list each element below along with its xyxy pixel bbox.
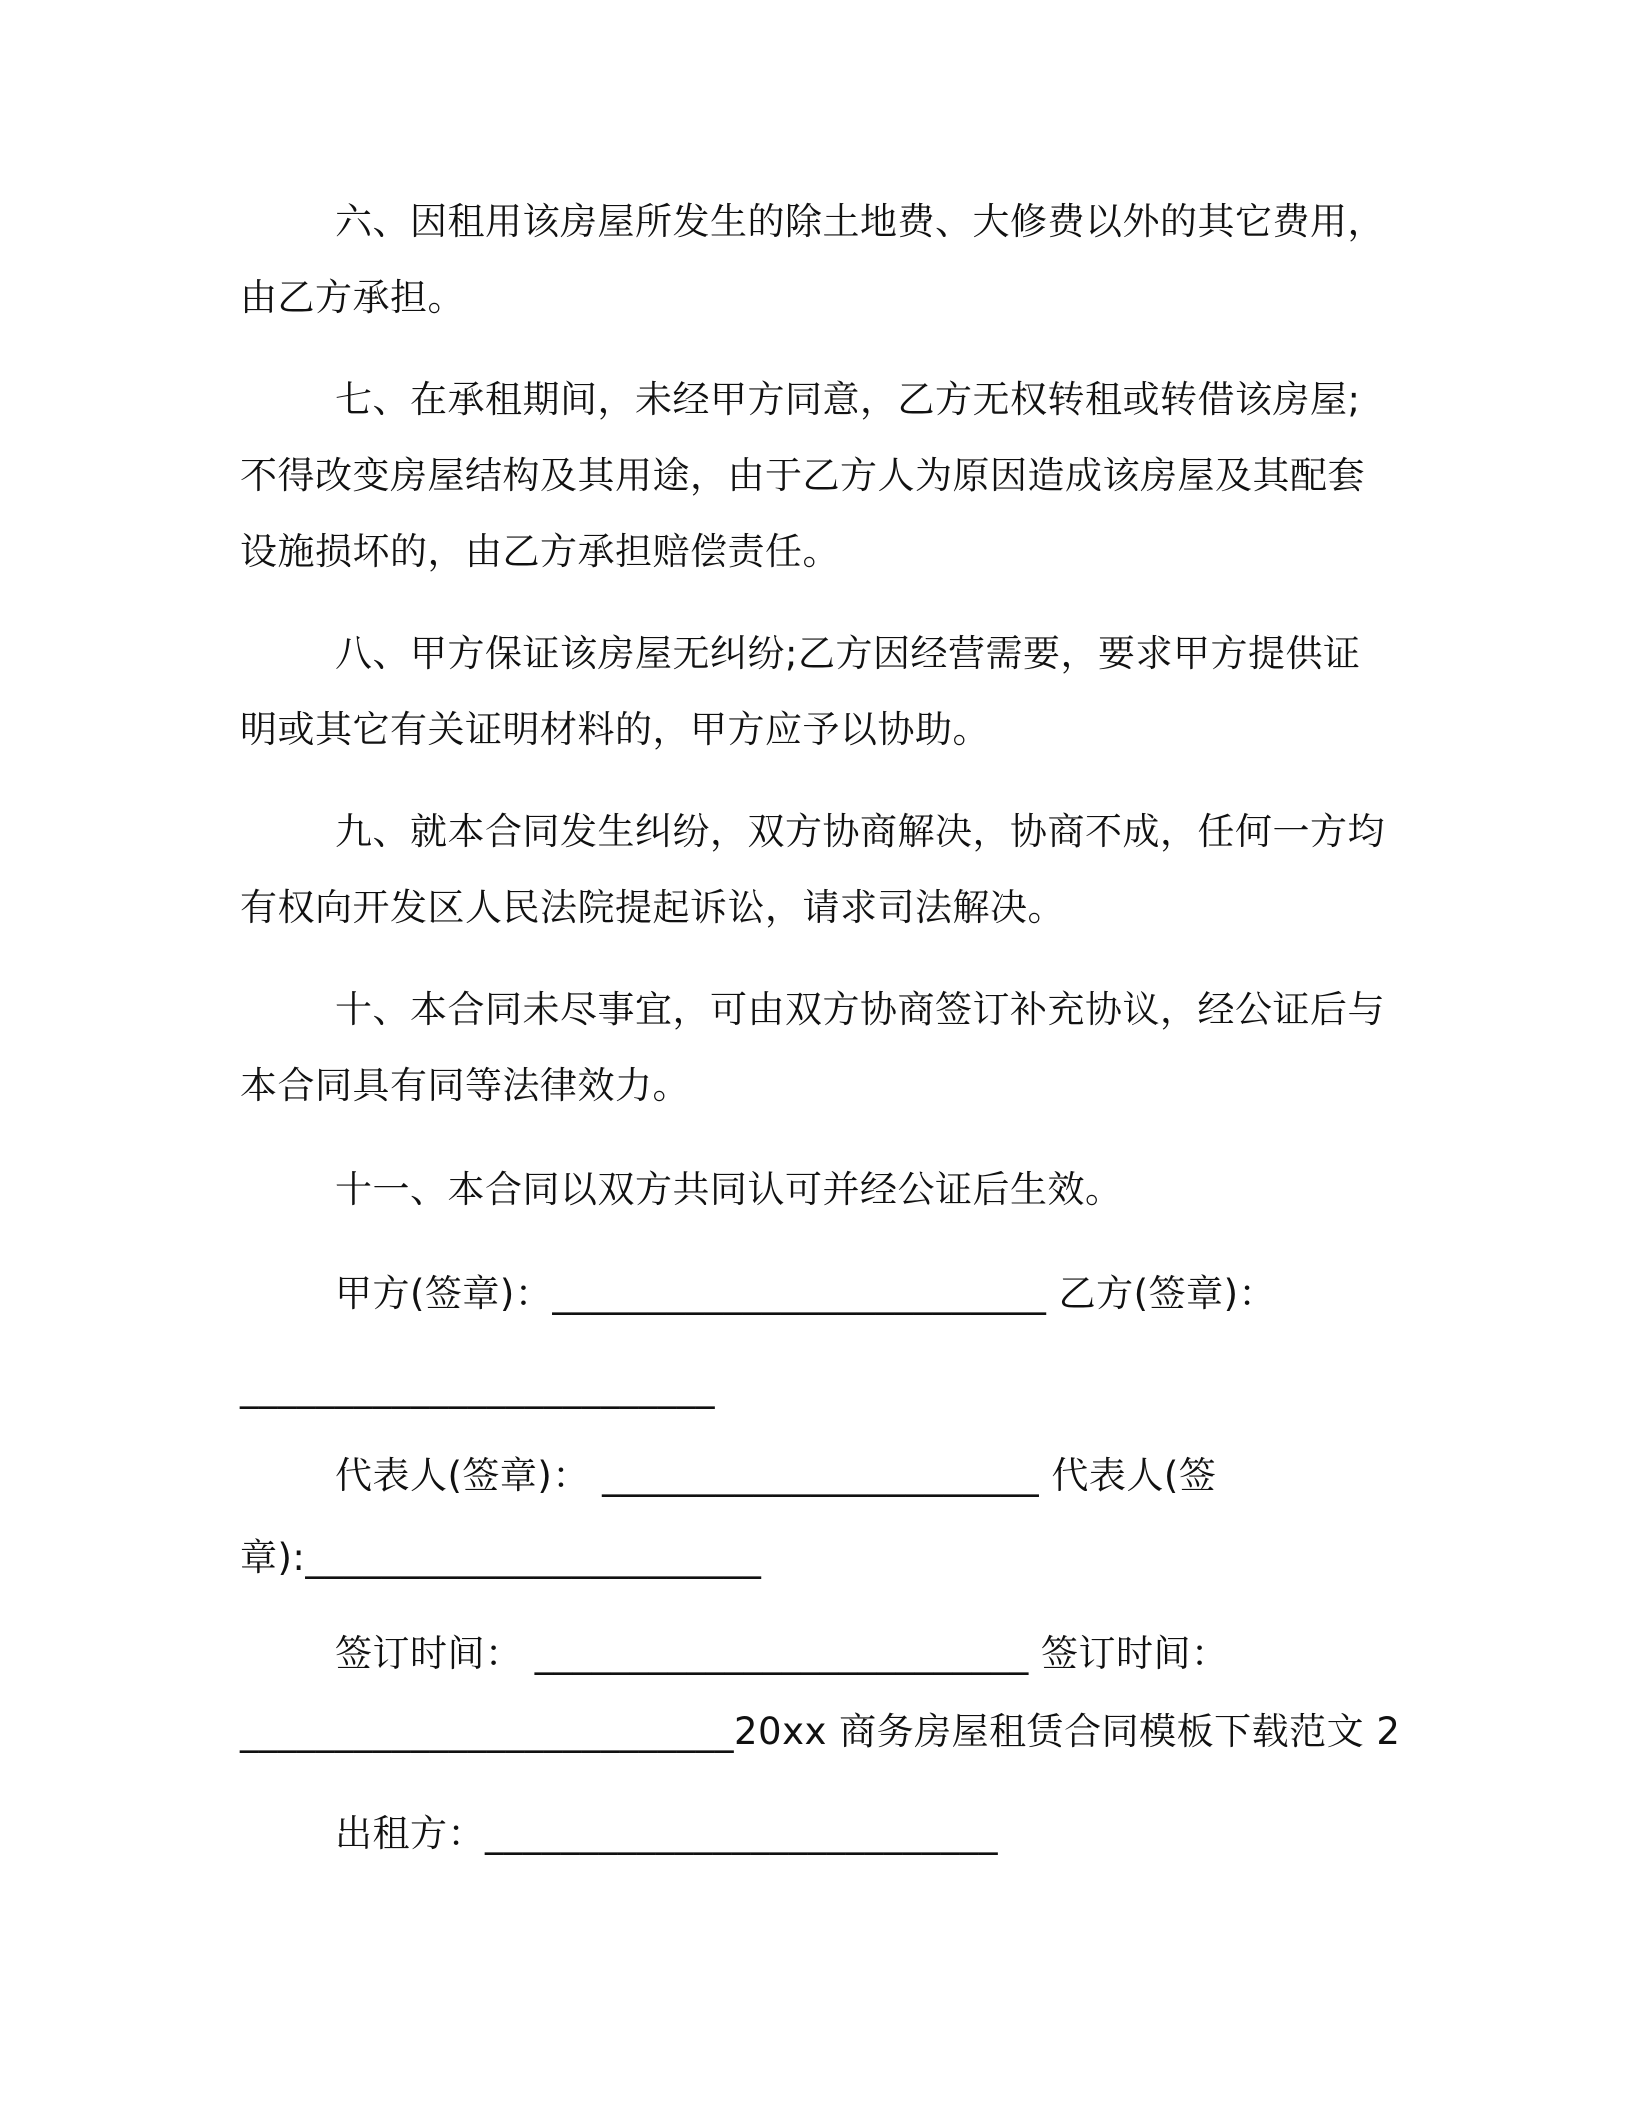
- clause-6-line-1: 六、因租用该房屋所发生的除土地费、大修费以外的其它费用，: [335, 200, 1385, 243]
- party-signature-line: 甲方(签章)：__________________________ 乙方(签章)：: [335, 1272, 1277, 1315]
- clause-9-line-2: 有权向开发区人民法院提起诉讼，请求司法解决。: [240, 886, 1065, 929]
- clause-7-line-2: 不得改变房屋结构及其用途，由于乙方人为原因造成该房屋及其配套: [240, 454, 1365, 497]
- clause-6-line-2: 由乙方承担。: [240, 276, 465, 319]
- party-signature-blank: _________________________: [240, 1366, 715, 1409]
- clause-10-line-2: 本合同具有同等法律效力。: [240, 1064, 690, 1107]
- clause-7-line-3: 设施损坏的，由乙方承担赔偿责任。: [240, 530, 840, 573]
- clause-11-line: 十一、本合同以双方共同认可并经公证后生效。: [335, 1168, 1123, 1211]
- representative-signature-line: 代表人(签章)： _______________________ 代表人(签: [335, 1454, 1217, 1497]
- signing-date-line: 签订时间： __________________________ 签订时间：: [335, 1632, 1229, 1675]
- clause-7-line-1: 七、在承租期间，未经甲方同意，乙方无权转租或转借该房屋;: [335, 378, 1361, 421]
- clause-8-line-2: 明或其它有关证明材料的，甲方应予以协助。: [240, 708, 990, 751]
- clause-10-line-1: 十、本合同未尽事宜，可由双方协商签订补充协议，经公证后与: [335, 988, 1385, 1031]
- signing-date-blank-and-title: __________________________20xx 商务房屋租赁合同模板下载范文 2: [240, 1710, 1401, 1753]
- representative-signature-continuation: 章):________________________: [240, 1536, 762, 1579]
- clause-8-line-1: 八、甲方保证该房屋无纠纷;乙方因经营需要，要求甲方提供证: [335, 632, 1361, 675]
- clause-9-line-1: 九、就本合同发生纠纷，双方协商解决，协商不成，任何一方均: [335, 810, 1385, 853]
- lessor-line: 出租方：___________________________: [335, 1812, 998, 1855]
